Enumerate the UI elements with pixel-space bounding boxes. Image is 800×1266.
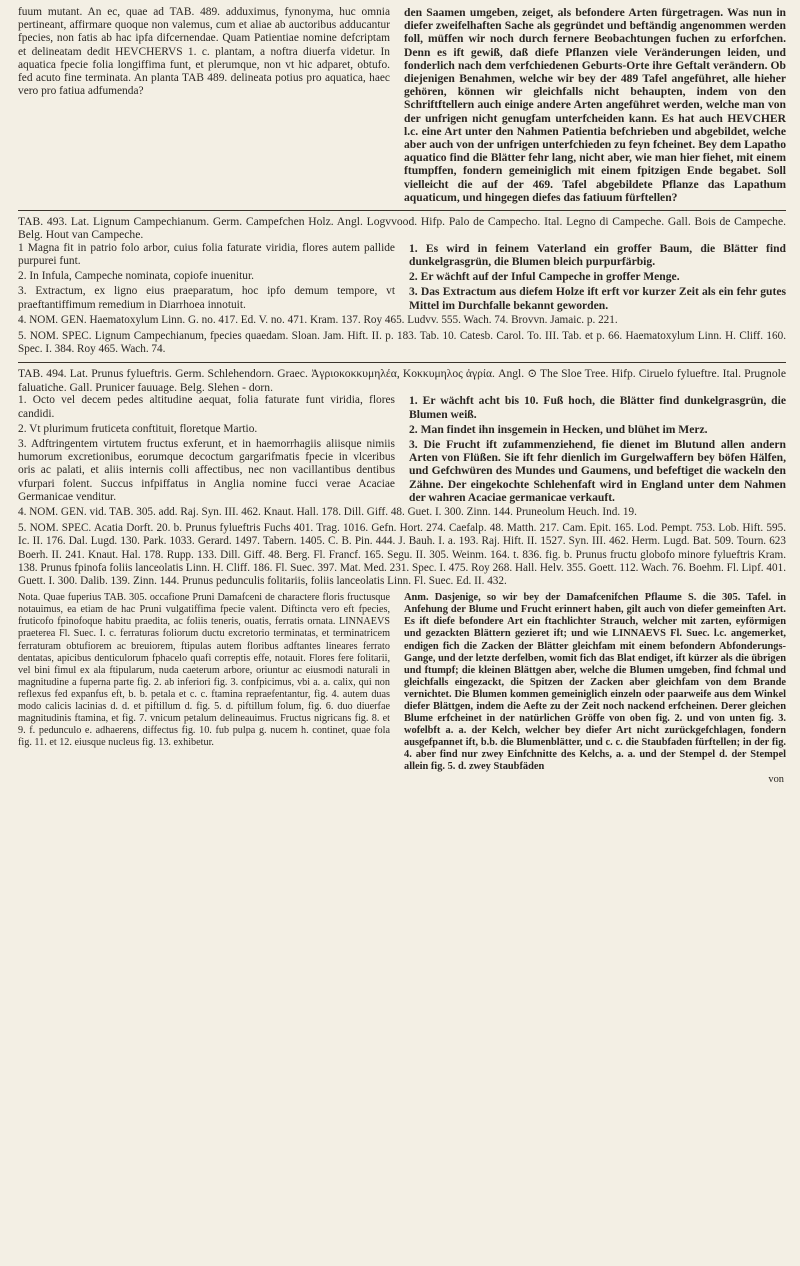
- item-latin: 2. In Infula, Campeche nominata, copiofe inuenitur.: [18, 270, 254, 283]
- item-latin: 1. Octo vel decem pedes altitudine aequat, folia faturate funt viridia, flores candidi.: [18, 394, 395, 420]
- top-section: [18, 6, 786, 204]
- item-latin: 3. Adftringentem virtutem fructus exferunt, et in haemorrhagiis aliisque nimiis humorum excretionibus, eorumque decoctum gargarifmatis fpecie in vlceribus oris ac palati, et aliis internis colli affectibus, nec non vacillantibus dentibus vfurpari folent. Succus infpiffatus in Anglia nomine fucci verae Acaciae Germanicae venditur.: [18, 437, 395, 503]
- catchword: von: [768, 773, 784, 785]
- item-german: 3. Das Extractum aus diefem Holze ift erft vor kurzer Zeit als ein fehr gutes Mittel im Durchfalle bekannt geworden.: [409, 285, 786, 312]
- nomenclature-genus: 4. NOM. GEN. Haematoxylum Linn. G. no. 417. Ed. V. no. 471. Kram. 137. Roy 465. Ludvv. 555. Wach. 74. Brovvn. Jamaic. p. 221.: [18, 313, 618, 326]
- section-divider: [18, 210, 786, 211]
- tab-494-section: [18, 367, 786, 588]
- tab-494-heading: TAB. 494. Lat. Prunus fylueftris. Germ. Schlehendorn. Graec. Ἀγριοκοκκυμηλέα, Κοκκυμηλος ἀγρία. Angl. ⊙ The Sloe Tree. Hifp. Ciruelo fylueftre. Ital. Prugnole faluatiche. Gall. Prunicer fauuage. Belg. Slehen - dorn.: [18, 367, 786, 394]
- tab-494-item: [18, 394, 786, 420]
- nota-section: [18, 592, 786, 773]
- tab-494-item: [18, 423, 786, 436]
- tab-493-item: [18, 270, 786, 283]
- top-latin-text: fuum mutant. An ec, quae ad TAB. 489. adduximus, fynonyma, huc omnia pertineant, affirmare quoque non valemus, cum et aliae ab auctoribus adducantur fpecies, non fatis ab hac ipfa difcernendae. Quam Patientiae nomine defcriptam et delineatam dedit HEVCHERVS 1. c. plantam, a noftra diuerfa videtur. In aquatica fpecie folia longiffima funt, et plerumque, non vt hic adparet, obtufo. fed acuto fine terminata. An planta TAB 489. delineata potius pro aquatica, haec vero pro fatiua adfumenda?: [18, 6, 390, 98]
- item-latin: 3. Extractum, ex ligno eius praeparatum, hoc ipfo demum tempore, vt praeftantiffimum remedium in Diarrhoea innotuit.: [18, 285, 395, 311]
- nota-latin: Nota. Quae fuperius TAB. 305. occafione Pruni Damafceni de charactere floris fructusque notauimus, ea etiam de hac Pruni vulgatiffima fpecie valent. Diftincta vero eft fpecies, fruticofo fpinofoque habitu praedita, ac foliis teneris, ouatis, ferratis ornata. LINNAEVS praeterea Fl. Suec. I. c. ferraturas foliorum ductu excretorio terminatas, et terminatricem ferraturam obtufiorem ac breuiorem, ftipulas autem floribus adftantes lineares ferrato dentatas, apicibus denticulorum fphacelo quafi correptis effe, notauit. Flores fere folitarii, vel bini fimul ex ala ftipularum, nuda caeterum arbore, oriuntur ac eiusmodi naturali in magnitudine a fuperna parte fig. 2. ab inferiori fig. 3. confpicimus, vbi a. a. calix, qui non reflexus fed expanfus eft, b. b. petala et c. c. ftamina repraefentantur, fig. 4. autem duas modo calicis lacinias d. d. et piftillum d. fig. 5. d. piftillum folum, fig. 6. duo diuerfae magnitudinis ftamina, et fig. 7. vnicum petalum delineauimus. Fructus nigricans fig. 8. et 9. f. pedunculo e. adhaerens, diffectus fig. 10. fub pulpa g. nucem h. continet, quae fola fig. 11. et 12. eiusque nucleus fig. 13. exhibetur.: [18, 592, 390, 749]
- nota-german: Anm. Dasjenige, so wir bey der Damafcenifchen Pflaume S. die 305. Tafel. in Anfehung der Blume und Frucht erinnert haben, gilt auch von diefer gemeinften Art. Es ift diefe befondere Art ein ftachlichter Strauch, welcher mit zarten, eyförmigen und gezackten Blättern gezieret ift; und wie LINNAEVS Fl. Suec. l.c. angemerket, endigen fich die Zacken der Blätter gleichfam mit einem befondern Abfonderungs-Gange, und der letzte derfelben, womit fich das Blat endiget, ift kürzer als die übrigen und ftumpf; die kleinen Blättgen aber, welche die Blumen umgeben, find fchmal und gleichfalls eingezackt, die Spitzen der Zacken aber gleichfam von dem Brande vernichtet. Die Blumen kommen gemeiniglich einzeln oder paarweife aus dem Winkel diefer Blättgen, indem die Aefte zu der Zeit noch nackend erfcheinen. Derer gleichen Blume erfcheinet in der natürlichen Gröffe von oben fig. 2. und von unten fig. 3. wofelbft a. a. der Kelch, welcher bey diefer Art nicht zurückgefchlagen, fondern ausgefpannet ift, b.b. die Blumenblätter, und c. c. die Staubfaden fürftellen; in der fig. 4. aber find nur zwey Einfchnitte des Kelchs, a. a. und der Stempel d. der Stempel allein fig. 5. d. zwey Staubfäden: [404, 592, 786, 773]
- item-german: 2. Man findet ihn insgemein in Hecken, und blühet im Merz.: [409, 422, 708, 436]
- top-german-text: den Saamen umgeben, zeiget, als befondere Arten fürgetragen. Was nun in diefer zweifelhaften Sache als gegründet und beftändig angenommen werden foll, müffen wir noch durch fernere Beobachtungen fuchen zu erforfchen. Denn es ift gewiß, daß diefe Pflanzen viele Veränderungen leiden, und fonderlich nach dem verfchiedenen Geburts-Orte ihre Geftalt verändern. Ob diejenigen Benahmen, welche wir bey der 489 Tafel angeführet, alle hieher gehören, können wir gleichfalls nicht behaupten, indem von den Schriftftellern auch einige andere Arten angeführet werden, welche man von der unfrigen nicht genugfam unterfcheiden kann. Es hat auch HEVCHER l.c. eine Art unter den Nahmen Patientia befchrieben und abgebildet, welche aber auch von der unfrigen unterfchieden zu feyn fcheinet. Bey dem Lapatho aquatico find die Blätter fehr lang, nicht aber, wie man hier fiehet, mit einem ftumpffen, fondern gemeiniglich mit einem fpitzigen Ende begabet. Soll vielleicht die auf der 469. Tafel abgebildete Pflanze das Lapathum aquaticum, und hingegen diefes das fatiuum fürftellen?: [404, 6, 786, 204]
- item-latin: 2. Vt plurimum fruticeta conftituit, floretque Martio.: [18, 422, 258, 435]
- tab-493-item: [18, 242, 786, 268]
- section-divider: [18, 362, 786, 363]
- tab-493-item: [18, 285, 786, 311]
- nomenclature-species: 5. NOM. SPEC. Acatia Dorft. 20. b. Prunus fylueftris Fuchs 401. Trag. 1016. Gefn. Hort. 274. Caefalp. 48. Matth. 217. Cam. Epit. 165. Lod. Pempt. 753. Lob. Hift. 595. Ic. II. 176. Dal. Lugd. 130. Park. 1033. Gerard. 1497. Tabern. 1405. C. B. Pin. 444. J. Bauh. I. a. 193. Raj. Hift. II. 1527. Syn. III. 462. Herm. Lugd. Bat. 509. Tourn. 623 Boerh. II. 241. Knaut. Hal. 178. Rupp. 133. Dill. Giff. 48. Berg. Fl. Francf. 165. Segu. II. 305. Weinm. 164. t. 836. fig. b. Prunus fructu globofo minore fylueftris Kram. 138. Prunus fpinofa foliis lanceolatis Linn. H. Cliff. 186. Fl. Suec. 397. Mat. Med. 231. Spec. I. 475. Roy 268. Hall. Helv. 355. Goett. 112. Wach. 76. Boehm. Fl. Lipf. 401. Guett. I. 300. Dalib. 139. Zinn. 144. Prunus pedunculis folitariis, foliis lanceolatis Linn. Fl. Suec. Ed. II. 432.: [18, 522, 786, 587]
- item-german: 1. Er wächft acht bis 10. Fuß hoch, die Blätter find dunkelgrasgrün, die Blumen weiß.: [409, 394, 786, 421]
- item-german: 1. Es wird in feinem Vaterland ein groffer Baum, die Blätter find dunkelgrasgrün, die Blumen bleich purpurfärbig.: [409, 241, 786, 269]
- nomenclature-species: 5. NOM. SPEC. Lignum Campechianum, fpecies quaedam. Sloan. Jam. Hift. II. p. 183. Tab. 10. Catesb. Carol. To. III. Tab. et p. 66. Haematoxylum Linn. H. Cliff. 160. Spec. I. 384. Roy 465. Wach. 74.: [18, 330, 786, 356]
- tab-493-section: [18, 215, 786, 356]
- tab-493-heading: TAB. 493. Lat. Lignum Campechianum. Germ. Campefchen Holz. Angl. Logvvood. Hifp. Palo de Campecho. Ital. Legno di Campeche. Gall. Bois de Campeche. Belg. Hout van Campeche.: [18, 215, 786, 242]
- tab-494-item: [18, 438, 786, 504]
- nomenclature-genus: 4. NOM. GEN. vid. TAB. 305. add. Raj. Syn. III. 462. Knaut. Hall. 178. Dill. Giff. 48. Guet. I. 300. Zinn. 144. Pruneolum Heuch. Ind. 19.: [18, 505, 637, 518]
- item-german: 2. Er wächft auf der Inful Campeche in groffer Menge.: [409, 270, 680, 284]
- item-latin: 1 Magna fit in patrio folo arbor, cuius folia faturate viridia, flores autem pallide purpurei funt.: [18, 241, 395, 268]
- item-german: 3. Die Frucht ift zufammenziehend, fie dienet im Blutund allen andern Arten von Flüßen. Sie ift fehr dienlich im Gurgelwaffern bey böfen Hälfen, und Gefchwüren des Mundes und Gaumens, und befeftiget die wackeln den Zähne. Der eingekochte Schlehenfaft wird in England unter dem Nahmen der wahren Acaciae germanicae verkauft.: [409, 437, 786, 504]
